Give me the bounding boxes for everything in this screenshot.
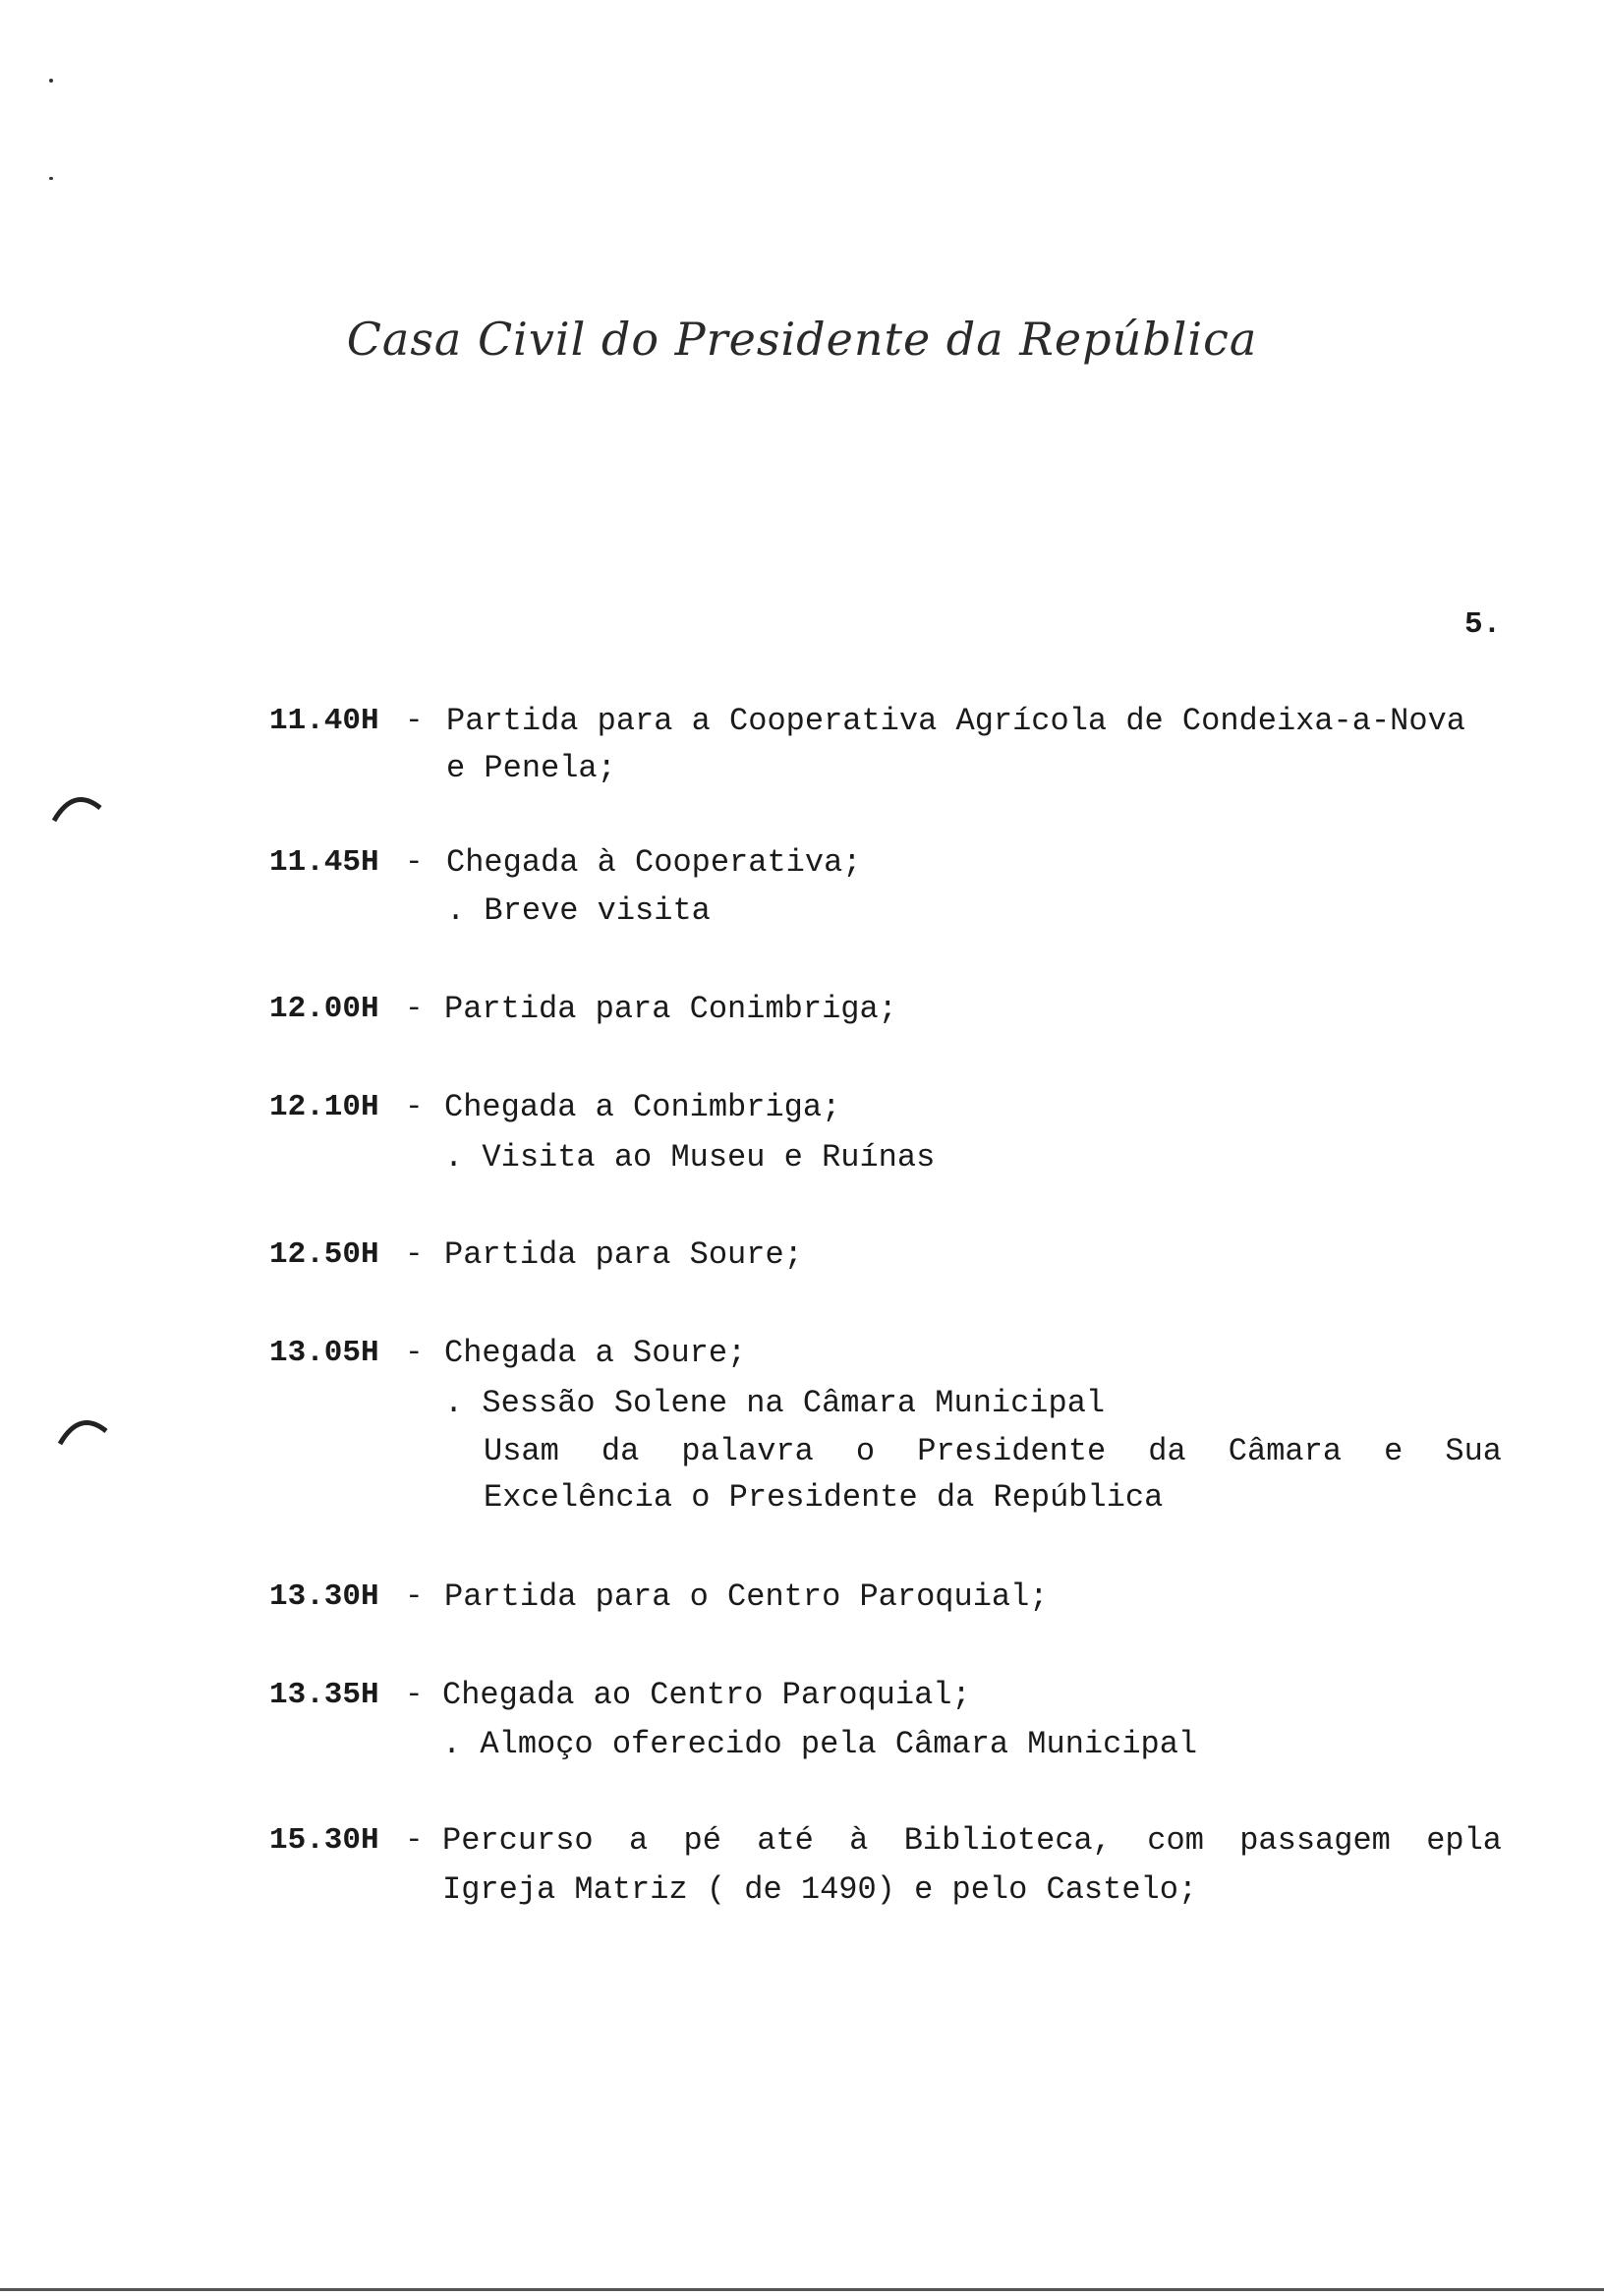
entry-line: Partida para o Centro Paroquial; [444, 1578, 1049, 1615]
entry-line: Partida para Conimbriga; [444, 991, 897, 1027]
entry-time: 13.30H [269, 1579, 379, 1614]
entry-time: 12.50H [269, 1237, 379, 1272]
entry-dash: - [405, 1579, 424, 1614]
entry-line: Partida para a Cooperativa Agrícola de Condeixa-a-Nova [446, 703, 1465, 739]
entry-line: Usam da palavra o Presidente da Câmara e Sua [484, 1433, 1502, 1469]
entry-line: Chegada ao Centro Paroquial; [442, 1677, 971, 1713]
entry-line: Igreja Matriz ( de 1490) e pelo Castelo; [442, 1871, 1198, 1908]
entry-dash: - [405, 845, 424, 880]
entry-time: 11.45H [269, 845, 379, 880]
entry-time: 12.00H [269, 992, 379, 1026]
entry-time: 15.30H [269, 1823, 379, 1858]
entry-line: Partida para Soure; [444, 1236, 803, 1273]
entry-dash: - [405, 1090, 424, 1124]
entry-time: 12.10H [269, 1090, 379, 1124]
entry-line: Chegada a Soure; [444, 1335, 747, 1371]
entry-dash: - [405, 1336, 424, 1370]
entry-time: 13.35H [269, 1678, 379, 1712]
entry-dash: - [405, 1823, 424, 1858]
entry-time: 11.40H [269, 704, 379, 738]
entry-line: . Sessão Solene na Câmara Municipal [444, 1385, 1106, 1421]
entry-line: . Almoço oferecido pela Câmara Municipal [442, 1726, 1198, 1762]
entry-dash: - [405, 1678, 424, 1712]
entry-dash: - [405, 992, 424, 1026]
entry-line: Percurso a pé até à Biblioteca, com passagem epla [442, 1822, 1502, 1859]
entry-line: e Penela; [446, 750, 616, 786]
bottom-rule [0, 2288, 1604, 2291]
entry-line: Excelência o Presidente da República [484, 1479, 1164, 1516]
letterhead: Casa Civil do Presidente da República [346, 313, 1258, 366]
page-number: 5. [1464, 607, 1502, 642]
entry-line: . Visita ao Museu e Ruínas [444, 1139, 936, 1176]
entry-line: Chegada a Conimbriga; [444, 1089, 841, 1125]
entry-dash: - [405, 1237, 424, 1272]
entry-line: . Breve visita [446, 892, 711, 929]
entry-time: 13.05H [269, 1336, 379, 1370]
entry-line: Chegada à Cooperativa; [446, 844, 862, 881]
entry-dash: - [405, 704, 424, 738]
